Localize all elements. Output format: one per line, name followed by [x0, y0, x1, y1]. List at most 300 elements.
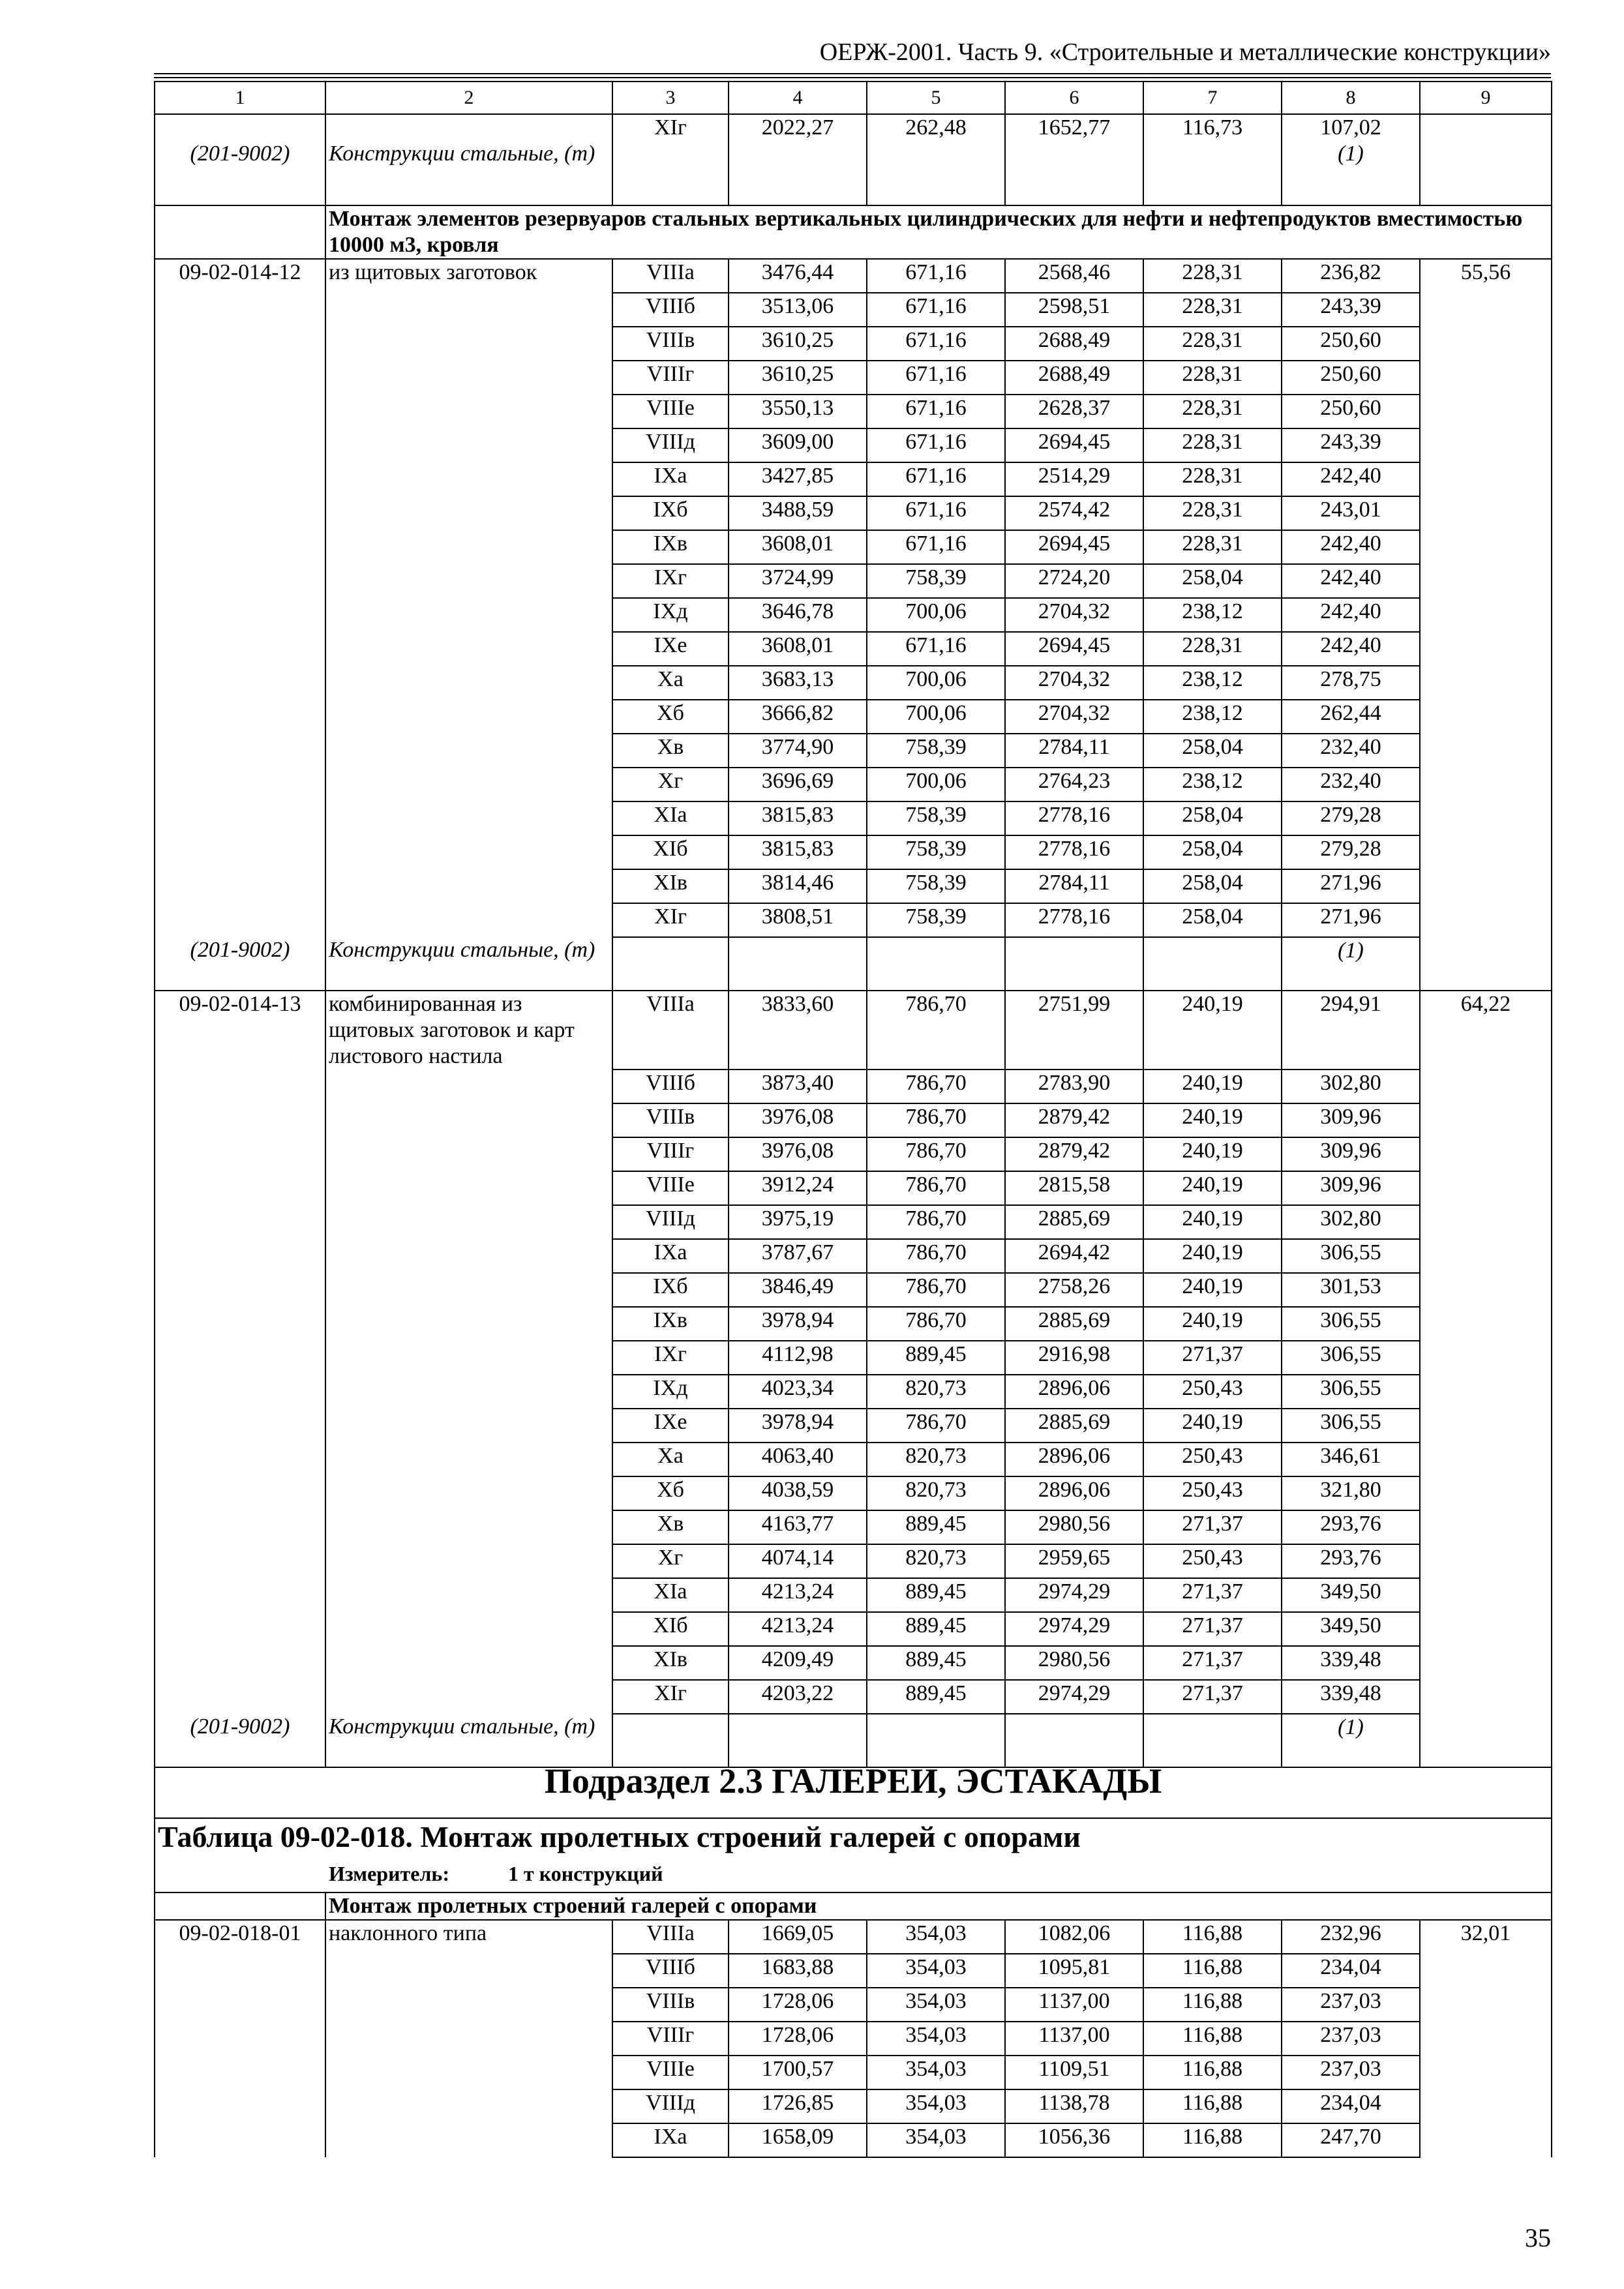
table-cell	[155, 903, 325, 937]
value-cell: 2885,69	[1005, 1409, 1143, 1443]
table-cell	[155, 2022, 325, 2056]
table-cell	[1420, 114, 1552, 205]
table-cell	[155, 1409, 325, 1443]
value: 107,02	[1320, 115, 1381, 140]
table-row	[155, 768, 1552, 801]
zone-cell: XIв	[612, 869, 729, 903]
zone-cell: Xб	[612, 700, 729, 734]
value-cell: 293,76	[1282, 1510, 1420, 1544]
value-cell: 1726,85	[729, 2089, 867, 2123]
table-cell	[1143, 937, 1282, 991]
value-cell: 2688,49	[1005, 327, 1143, 361]
table-row	[155, 869, 1552, 903]
value-cell: 243,39	[1282, 428, 1420, 462]
value-cell: 2704,32	[1005, 598, 1143, 632]
table-row	[155, 991, 1552, 1070]
value-cell: 271,37	[1143, 1578, 1282, 1612]
table-cell	[1420, 598, 1552, 632]
table-cell	[1420, 1954, 1552, 1988]
zone-cell: IXе	[612, 632, 729, 666]
table-cell	[155, 1375, 325, 1409]
zone-cell: XIб	[612, 1612, 729, 1646]
section-title-row	[155, 1893, 1552, 1920]
page-header-title: ОЕРЖ-2001. Часть 9. «Строительные и металлические конструкции»	[819, 38, 1551, 66]
column-number: 5	[867, 82, 1005, 114]
table-cell	[325, 1680, 612, 1714]
value-cell: 3815,83	[729, 801, 867, 835]
value-cell: 2896,06	[1005, 1375, 1143, 1409]
value-cell: 3610,25	[729, 327, 867, 361]
table-cell	[325, 395, 612, 428]
table-cell	[1420, 361, 1552, 395]
header-rule	[154, 77, 1551, 78]
zone-cell: VIIIб	[612, 293, 729, 327]
table-cell: 116,73	[1143, 114, 1282, 205]
value-cell: 758,39	[867, 903, 1005, 937]
table-cell	[155, 801, 325, 835]
table-cell	[155, 734, 325, 768]
zone-cell: XIа	[612, 801, 729, 835]
value-cell: 3609,00	[729, 428, 867, 462]
value-cell: 293,76	[1282, 1544, 1420, 1578]
table-cell	[1420, 1341, 1552, 1375]
table-row	[155, 734, 1552, 768]
table-cell	[1005, 937, 1143, 991]
zone-cell: IXг	[612, 1341, 729, 1375]
zone-cell: IXа	[612, 2123, 729, 2157]
value-cell: 671,16	[867, 327, 1005, 361]
value-cell: 4112,98	[729, 1341, 867, 1375]
table-row	[155, 1070, 1552, 1103]
value-cell: 258,04	[1143, 903, 1282, 937]
labor-cost: 64,22	[1420, 991, 1552, 1070]
value-cell: 2694,45	[1005, 428, 1143, 462]
zone-cell: VIIIе	[612, 2056, 729, 2089]
value-cell: 258,04	[1143, 869, 1282, 903]
zone-cell: VIIIд	[612, 1205, 729, 1239]
table-cell	[155, 632, 325, 666]
value-cell: 3976,08	[729, 1137, 867, 1171]
table-cell	[325, 462, 612, 496]
value-cell: 234,04	[1282, 2089, 1420, 2123]
table-cell	[325, 1476, 612, 1510]
zone-cell: IXб	[612, 496, 729, 530]
value-cell: 3427,85	[729, 462, 867, 496]
value-cell: 339,48	[1282, 1680, 1420, 1714]
value-cell: 3488,59	[729, 496, 867, 530]
header-rule	[154, 73, 1551, 74]
value-cell: 3724,99	[729, 564, 867, 598]
value-cell: 758,39	[867, 801, 1005, 835]
table-cell	[155, 395, 325, 428]
table-cell	[729, 937, 867, 991]
value-cell: 250,43	[1143, 1476, 1282, 1510]
value-cell: 1138,78	[1005, 2089, 1143, 2123]
value-cell: 2688,49	[1005, 361, 1143, 395]
value-cell: 228,31	[1143, 259, 1282, 293]
table-cell	[325, 327, 612, 361]
value-cell: 237,03	[1282, 2056, 1420, 2089]
table-row	[155, 1205, 1552, 1239]
table-cell	[325, 1273, 612, 1307]
value-cell: 700,06	[867, 700, 1005, 734]
table-cell	[155, 768, 325, 801]
value-cell: 339,48	[1282, 1646, 1420, 1680]
value-cell: 2704,32	[1005, 666, 1143, 700]
table-cell: 2022,27	[729, 114, 867, 205]
zone-cell: Xв	[612, 734, 729, 768]
value-cell: 4038,59	[729, 1476, 867, 1510]
value-cell: 247,70	[1282, 2123, 1420, 2157]
value-cell: 354,03	[867, 2022, 1005, 2056]
table-row	[155, 1341, 1552, 1375]
value-cell: 346,61	[1282, 1443, 1420, 1476]
page-number: 35	[1525, 2223, 1551, 2252]
value-cell: 271,37	[1143, 1341, 1282, 1375]
value-cell: 2724,20	[1005, 564, 1143, 598]
value-cell: 2815,58	[1005, 1171, 1143, 1205]
zone-cell: XIг	[612, 1680, 729, 1714]
value-cell: 240,19	[1143, 1171, 1282, 1205]
rates-table	[154, 81, 1552, 2158]
table-row	[155, 801, 1552, 835]
table-row	[155, 1680, 1552, 1714]
steel-value	[1282, 1714, 1420, 1767]
value-cell: 250,60	[1282, 361, 1420, 395]
table-row	[155, 327, 1552, 361]
table-row	[155, 2123, 1552, 2157]
table-cell	[1420, 1307, 1552, 1341]
value-cell: 3815,83	[729, 835, 867, 869]
table-row	[155, 361, 1552, 395]
table-cell	[325, 1171, 612, 1205]
table-cell	[155, 1476, 325, 1510]
value-cell: 820,73	[867, 1476, 1005, 1510]
table-cell	[1420, 395, 1552, 428]
column-number: 2	[325, 82, 612, 114]
table-cell	[1420, 293, 1552, 327]
value-cell: 3873,40	[729, 1070, 867, 1103]
table-cell	[155, 205, 325, 259]
table-row	[155, 462, 1552, 496]
value-cell: 271,96	[1282, 869, 1420, 903]
value-cell: 2783,90	[1005, 1070, 1143, 1103]
table-cell	[155, 666, 325, 700]
zone-cell: VIIIв	[612, 327, 729, 361]
zone-cell: Xг	[612, 1544, 729, 1578]
value-cell: 1137,00	[1005, 1988, 1143, 2022]
value-cell: 4074,14	[729, 1544, 867, 1578]
table-cell	[1420, 1443, 1552, 1476]
value-cell: 258,04	[1143, 835, 1282, 869]
value-cell: 321,80	[1282, 1476, 1420, 1510]
value-cell: 240,19	[1143, 1137, 1282, 1171]
value-cell: 671,16	[867, 632, 1005, 666]
table-cell	[325, 1544, 612, 1578]
value-cell: 2568,46	[1005, 259, 1143, 293]
value-cell: 258,04	[1143, 734, 1282, 768]
table-cell	[1420, 327, 1552, 361]
table-cell	[1420, 937, 1552, 991]
table-cell	[1420, 1409, 1552, 1443]
value-cell: 3808,51	[729, 903, 867, 937]
value-cell: 758,39	[867, 734, 1005, 768]
table-cell	[325, 2056, 612, 2089]
table-row	[155, 1409, 1552, 1443]
value-cell: 2574,42	[1005, 496, 1143, 530]
table-cell	[1420, 1137, 1552, 1171]
value-cell: 1728,06	[729, 2022, 867, 2056]
value-cell: 4209,49	[729, 1646, 867, 1680]
steel-code-label: (201-9002)	[190, 142, 290, 166]
rate-code: 09-02-018-01	[155, 1920, 325, 1954]
value-cell: 238,12	[1143, 700, 1282, 734]
value-cell: 2784,11	[1005, 734, 1143, 768]
steel-value: (1)	[1338, 1715, 1364, 1739]
value-cell: 758,39	[867, 835, 1005, 869]
value-cell: 1669,05	[729, 1920, 867, 1954]
value-cell: 354,03	[867, 1920, 1005, 1954]
value-cell: 232,40	[1282, 734, 1420, 768]
value-cell: 228,31	[1143, 293, 1282, 327]
zone-cell: IXе	[612, 1409, 729, 1443]
table-row	[155, 114, 1552, 205]
value-cell: 1056,36	[1005, 2123, 1143, 2157]
column-number: 9	[1420, 82, 1552, 114]
column-number: 1	[155, 82, 325, 114]
value-cell: 236,82	[1282, 259, 1420, 293]
table-cell	[325, 835, 612, 869]
table-cell	[325, 1612, 612, 1646]
zone-cell: VIIIе	[612, 395, 729, 428]
value-cell: 271,96	[1282, 903, 1420, 937]
value-cell: 228,31	[1143, 428, 1282, 462]
table-cell: 1652,77	[1005, 114, 1143, 205]
table-cell	[155, 1239, 325, 1273]
table-cell	[155, 1103, 325, 1137]
value-cell: 234,04	[1282, 1954, 1420, 1988]
value-cell: 671,16	[867, 395, 1005, 428]
value-cell: 889,45	[867, 1680, 1005, 1714]
table-cell	[155, 1510, 325, 1544]
value-cell: 2879,42	[1005, 1103, 1143, 1137]
table-cell	[1420, 1103, 1552, 1137]
value-cell: 786,70	[867, 1409, 1005, 1443]
table-cell	[1420, 903, 1552, 937]
value-cell: 2896,06	[1005, 1443, 1143, 1476]
value-cell: 242,40	[1282, 632, 1420, 666]
table-cell	[325, 496, 612, 530]
value-cell: 116,88	[1143, 2089, 1282, 2123]
table-row	[155, 293, 1552, 327]
table-cell	[1420, 428, 1552, 462]
zone-cell: IXв	[612, 1307, 729, 1341]
zone-cell: IXа	[612, 1239, 729, 1273]
table-cell	[1420, 1239, 1552, 1273]
table-cell	[155, 1954, 325, 1988]
value-cell: 4063,40	[729, 1443, 867, 1476]
table-cell	[325, 666, 612, 700]
value-cell: 2974,29	[1005, 1680, 1143, 1714]
value-cell: 4213,24	[729, 1612, 867, 1646]
value-cell: 3978,94	[729, 1409, 867, 1443]
labor-cost: 32,01	[1420, 1920, 1552, 1954]
value-cell: 232,96	[1282, 1920, 1420, 1954]
table-cell	[1420, 2089, 1552, 2123]
value-cell: 116,88	[1143, 2056, 1282, 2089]
table-row	[155, 1954, 1552, 1988]
value-cell: 3774,90	[729, 734, 867, 768]
value-cell: 250,43	[1143, 1544, 1282, 1578]
value-cell: 3787,67	[729, 1239, 867, 1273]
value-cell: 258,04	[1143, 801, 1282, 835]
table-cell	[325, 564, 612, 598]
zone-cell: IXг	[612, 564, 729, 598]
value-cell: 1658,09	[729, 2123, 867, 2157]
value-cell: 243,01	[1282, 496, 1420, 530]
value-cell: 309,96	[1282, 1171, 1420, 1205]
zone-cell: VIIIа	[612, 259, 729, 293]
value-cell: 242,40	[1282, 564, 1420, 598]
table-cell	[325, 598, 612, 632]
zone-cell: VIIIе	[612, 1171, 729, 1205]
table-cell	[155, 1680, 325, 1714]
value-cell: 1095,81	[1005, 1954, 1143, 1988]
value-cell: 671,16	[867, 428, 1005, 462]
table-row	[155, 2022, 1552, 2056]
value-cell: 2758,26	[1005, 1273, 1143, 1307]
table-title-row	[155, 1818, 1552, 1893]
table-cell	[155, 462, 325, 496]
value-cell: 306,55	[1282, 1375, 1420, 1409]
value-cell: 228,31	[1143, 361, 1282, 395]
value-cell: 2980,56	[1005, 1646, 1143, 1680]
value-cell: 3476,44	[729, 259, 867, 293]
value-cell: 671,16	[867, 496, 1005, 530]
table-cell	[325, 1205, 612, 1239]
table-row	[155, 395, 1552, 428]
steel-code	[155, 114, 325, 205]
value-cell: 889,45	[867, 1646, 1005, 1680]
table-row	[155, 496, 1552, 530]
table-cell	[1420, 530, 1552, 564]
value-cell: 2959,65	[1005, 1544, 1143, 1578]
value-cell: 3513,06	[729, 293, 867, 327]
value-cell: 671,16	[867, 259, 1005, 293]
value-cell: 786,70	[867, 991, 1005, 1070]
steel-value: (1)	[1338, 142, 1364, 166]
table-row	[155, 259, 1552, 293]
table-cell	[867, 937, 1005, 991]
table-cell	[612, 937, 729, 991]
value-cell: 758,39	[867, 564, 1005, 598]
zone-cell: VIIIа	[612, 1920, 729, 1954]
table-cell	[325, 1239, 612, 1273]
column-number: 7	[1143, 82, 1282, 114]
value-cell: 786,70	[867, 1307, 1005, 1341]
table-cell	[867, 1714, 1005, 1767]
value-cell: 228,31	[1143, 462, 1282, 496]
table-row	[155, 1646, 1552, 1680]
value-cell: 271,37	[1143, 1612, 1282, 1646]
table-row	[155, 1544, 1552, 1578]
labor-cost: 55,56	[1420, 259, 1552, 293]
zone-cell: Xа	[612, 1443, 729, 1476]
value-cell: 240,19	[1143, 991, 1282, 1070]
table-cell	[155, 1273, 325, 1307]
table-cell	[155, 1341, 325, 1375]
value-cell: 240,19	[1143, 1307, 1282, 1341]
zone-cell: XIа	[612, 1578, 729, 1612]
column-number-row	[155, 82, 1552, 114]
table-row	[155, 1239, 1552, 1273]
column-number: 8	[1282, 82, 1420, 114]
value-cell: 786,70	[867, 1070, 1005, 1103]
value-cell: 354,03	[867, 1954, 1005, 1988]
value-cell: 3646,78	[729, 598, 867, 632]
value-cell: 2764,23	[1005, 768, 1143, 801]
rate-name: комбинированная из щитовых заготовок и карт листового настила	[325, 991, 612, 1070]
table-cell	[325, 1578, 612, 1612]
table-cell	[1420, 2123, 1552, 2157]
zone-cell: VIIIд	[612, 2089, 729, 2123]
rate-name: из щитовых заготовок	[325, 259, 612, 293]
table-row	[155, 598, 1552, 632]
table-cell	[1420, 2056, 1552, 2089]
value-cell: 2885,69	[1005, 1307, 1143, 1341]
value-cell: 306,55	[1282, 1409, 1420, 1443]
table-row	[155, 700, 1552, 734]
table-cell	[155, 1137, 325, 1171]
value-cell: 2778,16	[1005, 835, 1143, 869]
value-cell: 700,06	[867, 598, 1005, 632]
value-cell: 700,06	[867, 666, 1005, 700]
value-cell: 232,40	[1282, 768, 1420, 801]
value-cell: 3608,01	[729, 632, 867, 666]
zone-cell: Xг	[612, 768, 729, 801]
value-cell: 2778,16	[1005, 903, 1143, 937]
table-cell	[155, 564, 325, 598]
table-cell	[325, 1510, 612, 1544]
table-row	[155, 1920, 1552, 1954]
value-cell: 242,40	[1282, 462, 1420, 496]
table-cell	[325, 2022, 612, 2056]
value-cell: 116,88	[1143, 1988, 1282, 2022]
table-title	[155, 1818, 1552, 1893]
value-cell: 240,19	[1143, 1103, 1282, 1137]
zone-cell: IXд	[612, 1375, 729, 1409]
value-cell: 242,40	[1282, 598, 1420, 632]
value-cell: 786,70	[867, 1137, 1005, 1171]
value-cell: 786,70	[867, 1273, 1005, 1307]
table-row	[155, 1273, 1552, 1307]
value-cell: 2628,37	[1005, 395, 1143, 428]
value-cell: 671,16	[867, 530, 1005, 564]
value-cell: 306,55	[1282, 1341, 1420, 1375]
table-cell	[1420, 869, 1552, 903]
table-cell	[325, 1443, 612, 1476]
value-cell: 786,70	[867, 1205, 1005, 1239]
table-cell	[155, 1893, 325, 1920]
steel-name	[325, 1714, 612, 1767]
value-cell: 1082,06	[1005, 1920, 1143, 1954]
table-cell	[155, 1070, 325, 1103]
table-cell	[1420, 1273, 1552, 1307]
table-row	[155, 1476, 1552, 1510]
value-cell: 889,45	[867, 1578, 1005, 1612]
steel-code	[155, 937, 325, 991]
value-cell: 3608,01	[729, 530, 867, 564]
